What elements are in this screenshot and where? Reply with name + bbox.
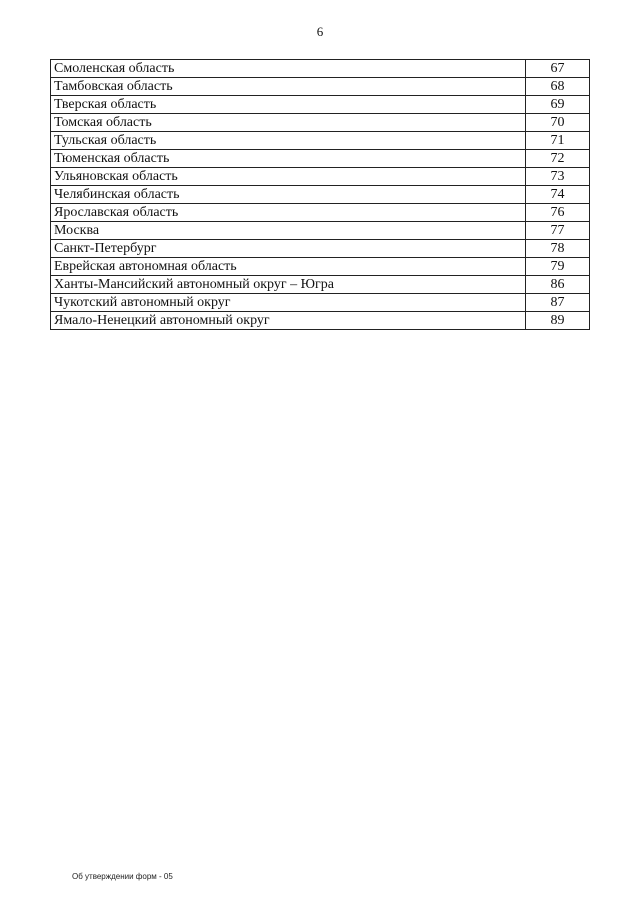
- region-code: 70: [526, 114, 590, 132]
- region-name: Ямало-Ненецкий автономный округ: [51, 312, 526, 330]
- region-code: 86: [526, 276, 590, 294]
- table-row: [51, 276, 590, 294]
- region-name: Москва: [51, 222, 526, 240]
- region-name: Тульская область: [51, 132, 526, 150]
- region-code: 89: [526, 312, 590, 330]
- table-row: [51, 78, 590, 96]
- footer-document-reference: Об утверждении форм - 05: [72, 872, 173, 881]
- region-code: 79: [526, 258, 590, 276]
- region-name: Смоленская область: [51, 60, 526, 78]
- region-code: 68: [526, 78, 590, 96]
- region-name: Тверская область: [51, 96, 526, 114]
- region-code: 77: [526, 222, 590, 240]
- region-code: 69: [526, 96, 590, 114]
- table-row: [51, 132, 590, 150]
- region-name: Тамбовская область: [51, 78, 526, 96]
- region-name: Томская область: [51, 114, 526, 132]
- page-number: 6: [316, 24, 324, 39]
- region-table-body: [51, 60, 590, 330]
- region-code: 76: [526, 204, 590, 222]
- region-code: 73: [526, 168, 590, 186]
- region-code: 78: [526, 240, 590, 258]
- table-row: [51, 114, 590, 132]
- table-row: [51, 222, 590, 240]
- region-name: Челябинская область: [51, 186, 526, 204]
- region-name: Тюменская область: [51, 150, 526, 168]
- region-name: Ульяновская область: [51, 168, 526, 186]
- region-name: Санкт-Петербург: [51, 240, 526, 258]
- region-name: Ярославская область: [51, 204, 526, 222]
- table-row: [51, 168, 590, 186]
- region-name: Ханты-Мансийский автономный округ – Югра: [51, 276, 526, 294]
- region-code: 74: [526, 186, 590, 204]
- table-row: [51, 96, 590, 114]
- region-code: 67: [526, 60, 590, 78]
- region-name: Чукотский автономный округ: [51, 294, 526, 312]
- region-code: 71: [526, 132, 590, 150]
- table-row: [51, 294, 590, 312]
- table-row: [51, 258, 590, 276]
- region-code-table: [50, 59, 590, 330]
- region-code: 72: [526, 150, 590, 168]
- table-row: [51, 150, 590, 168]
- table-row: [51, 240, 590, 258]
- table-row: [51, 312, 590, 330]
- region-name: Еврейская автономная область: [51, 258, 526, 276]
- table-row: [51, 60, 590, 78]
- table-row: [51, 186, 590, 204]
- region-code: 87: [526, 294, 590, 312]
- table-row: [51, 204, 590, 222]
